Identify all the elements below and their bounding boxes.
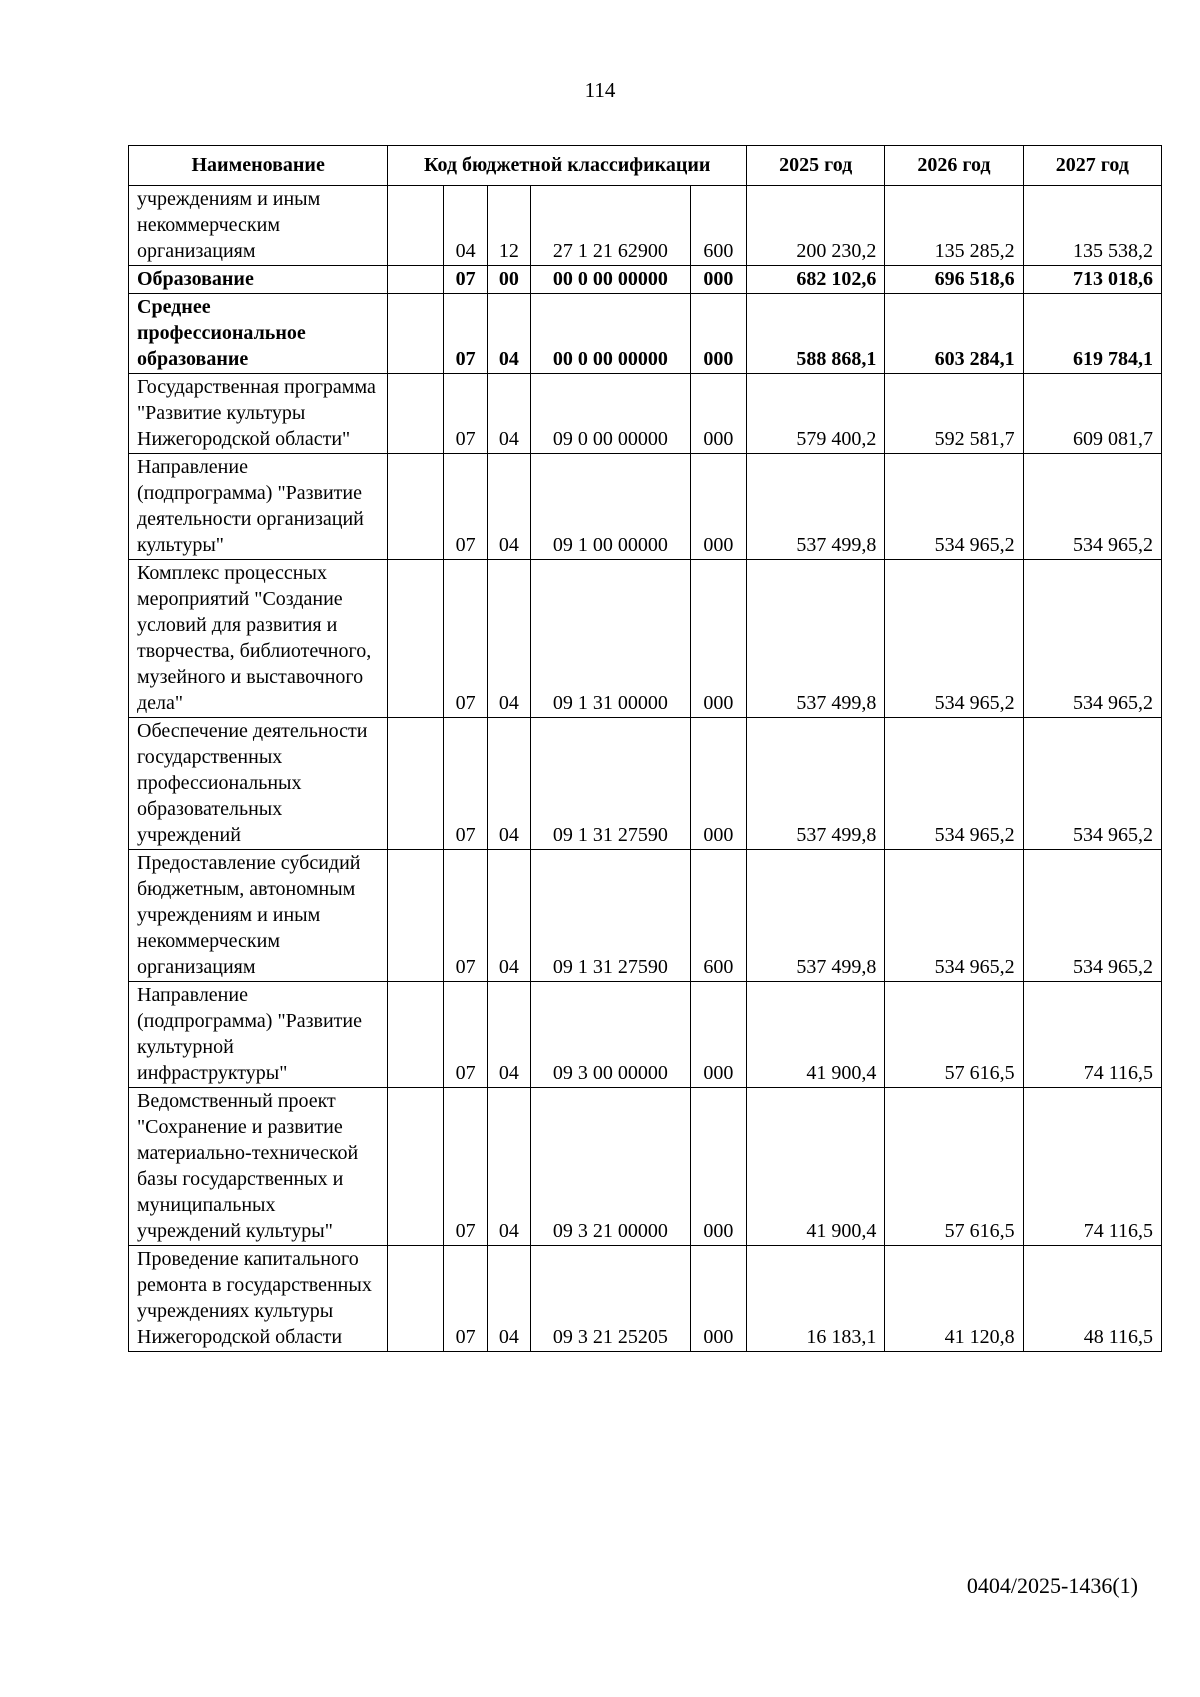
row-expense-type: 000 [690,982,746,1088]
header-2027: 2027 год [1023,146,1161,186]
row-value-2026: 696 518,6 [885,266,1023,294]
row-subsection: 04 [487,560,530,718]
row-blank-cell [388,454,444,560]
row-expense-type: 000 [690,560,746,718]
row-expense-type: 000 [690,718,746,850]
row-value-2026: 534 965,2 [885,560,1023,718]
table-row [129,850,1162,982]
header-code: Код бюджетной классификации [388,146,747,186]
row-value-2026: 534 965,2 [885,850,1023,982]
row-value-2025: 537 499,8 [747,454,885,560]
row-expense-type: 000 [690,266,746,294]
table-row [129,186,1162,266]
row-value-2027: 609 081,7 [1023,374,1161,454]
row-blank-cell [388,1088,444,1246]
row-value-2027: 74 116,5 [1023,982,1161,1088]
row-section: 07 [444,454,487,560]
row-value-2027: 619 784,1 [1023,294,1161,374]
row-expense-type: 000 [690,374,746,454]
row-target-article: 09 1 31 27590 [530,850,690,982]
row-value-2025: 682 102,6 [747,266,885,294]
row-name: учреждениям и иным некоммерческим организациям [129,186,388,266]
row-subsection: 12 [487,186,530,266]
header-2026: 2026 год [885,146,1023,186]
table-body [129,186,1162,1352]
page-number: 114 [584,78,616,102]
row-expense-type: 600 [690,186,746,266]
row-name: Образование [129,266,388,294]
row-value-2026: 534 965,2 [885,718,1023,850]
row-section: 07 [444,982,487,1088]
table-row [129,1088,1162,1246]
row-blank-cell [388,266,444,294]
row-value-2025: 537 499,8 [747,718,885,850]
row-section: 04 [444,186,487,266]
row-value-2025: 16 183,1 [747,1246,885,1352]
row-value-2025: 41 900,4 [747,982,885,1088]
row-value-2027: 48 116,5 [1023,1246,1161,1352]
row-name: Среднее профессиональное образование [129,294,388,374]
row-value-2025: 200 230,2 [747,186,885,266]
row-blank-cell [388,1246,444,1352]
row-section: 07 [444,718,487,850]
table-row [129,1246,1162,1352]
row-value-2026: 41 120,8 [885,1246,1023,1352]
row-value-2025: 537 499,8 [747,560,885,718]
row-value-2026: 534 965,2 [885,454,1023,560]
header-2025: 2025 год [747,146,885,186]
row-section: 07 [444,560,487,718]
row-target-article: 09 3 21 00000 [530,1088,690,1246]
row-target-article: 09 1 00 00000 [530,454,690,560]
row-value-2027: 534 965,2 [1023,454,1161,560]
row-blank-cell [388,718,444,850]
row-name: Направление (подпрограмма) "Развитие культурной инфраструктуры" [129,982,388,1088]
row-section: 07 [444,850,487,982]
row-value-2026: 592 581,7 [885,374,1023,454]
table-header-row [129,146,1162,186]
row-value-2026: 603 284,1 [885,294,1023,374]
row-value-2026: 57 616,5 [885,982,1023,1088]
row-blank-cell [388,850,444,982]
row-expense-type: 000 [690,1088,746,1246]
row-expense-type: 000 [690,1246,746,1352]
row-target-article: 00 0 00 00000 [530,266,690,294]
row-name: Ведомственный проект "Сохранение и развитие материально-технической базы государственных и муниципальных учреждений культуры" [129,1088,388,1246]
row-section: 07 [444,294,487,374]
row-subsection: 04 [487,718,530,850]
row-subsection: 04 [487,1088,530,1246]
table-row [129,266,1162,294]
row-blank-cell [388,186,444,266]
row-target-article: 27 1 21 62900 [530,186,690,266]
row-value-2026: 135 285,2 [885,186,1023,266]
row-name: Направление (подпрограмма) "Развитие деятельности организаций культуры" [129,454,388,560]
row-blank-cell [388,294,444,374]
row-target-article: 09 0 00 00000 [530,374,690,454]
budget-table [128,145,1162,1352]
row-expense-type: 000 [690,294,746,374]
row-value-2027: 534 965,2 [1023,718,1161,850]
row-blank-cell [388,560,444,718]
table-row [129,982,1162,1088]
table-row [129,454,1162,560]
table-row [129,294,1162,374]
row-section: 07 [444,1088,487,1246]
row-value-2025: 579 400,2 [747,374,885,454]
row-target-article: 09 3 21 25205 [530,1246,690,1352]
row-subsection: 04 [487,850,530,982]
row-subsection: 04 [487,1246,530,1352]
row-subsection: 04 [487,294,530,374]
row-value-2026: 57 616,5 [885,1088,1023,1246]
table-row [129,560,1162,718]
row-subsection: 00 [487,266,530,294]
row-subsection: 04 [487,454,530,560]
row-value-2027: 534 965,2 [1023,850,1161,982]
row-subsection: 04 [487,982,530,1088]
row-section: 07 [444,1246,487,1352]
row-value-2025: 537 499,8 [747,850,885,982]
row-name: Обеспечение деятельности государственных профессиональных образовательных учреждений [129,718,388,850]
row-section: 07 [444,266,487,294]
row-name: Проведение капитального ремонта в государственных учреждениях культуры Нижегородской области [129,1246,388,1352]
row-value-2027: 135 538,2 [1023,186,1161,266]
table-row [129,718,1162,850]
document-number: 0404/2025-1436(1) [966,1573,1138,1598]
row-target-article: 09 1 31 00000 [530,560,690,718]
row-value-2025: 41 900,4 [747,1088,885,1246]
row-value-2027: 713 018,6 [1023,266,1161,294]
row-value-2027: 534 965,2 [1023,560,1161,718]
row-value-2025: 588 868,1 [747,294,885,374]
row-expense-type: 600 [690,850,746,982]
row-target-article: 00 0 00 00000 [530,294,690,374]
row-subsection: 04 [487,374,530,454]
row-section: 07 [444,374,487,454]
row-blank-cell [388,374,444,454]
table-row [129,374,1162,454]
row-target-article: 09 3 00 00000 [530,982,690,1088]
row-name: Предоставление субсидий бюджетным, автономным учреждениям и иным некоммерческим организациям [129,850,388,982]
row-name: Комплекс процессных мероприятий "Создание условий для развития и творчества, библиотечного, музейного и выставочного дела" [129,560,388,718]
row-value-2027: 74 116,5 [1023,1088,1161,1246]
row-target-article: 09 1 31 27590 [530,718,690,850]
row-blank-cell [388,982,444,1088]
header-name: Наименование [129,146,388,186]
row-expense-type: 000 [690,454,746,560]
row-name: Государственная программа "Развитие культуры Нижегородской области" [129,374,388,454]
